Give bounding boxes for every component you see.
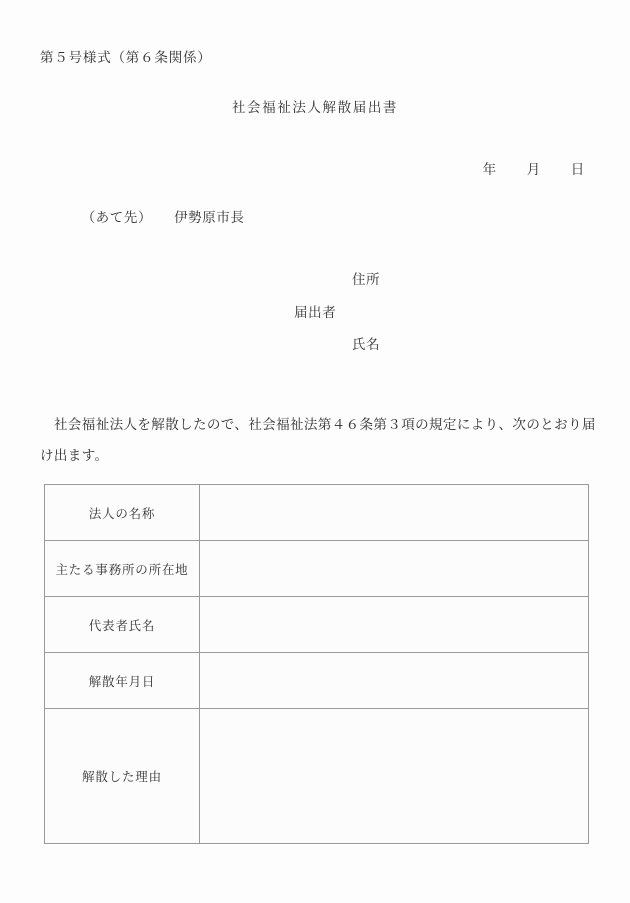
row-value-representative-name[interactable]: [200, 597, 589, 653]
date-year-label: 年: [482, 161, 497, 178]
row-label-main-office-location: 主たる事務所の所在地: [45, 541, 200, 597]
row-value-main-office-location[interactable]: [200, 541, 589, 597]
submitter-address-label: 住所: [352, 272, 381, 288]
page-title: 社会福祉法人解散届出書: [231, 100, 399, 116]
body-paragraph: [40, 410, 594, 472]
row-value-dissolution-date[interactable]: [200, 653, 589, 709]
addressee-prefix: （あて先）: [81, 209, 153, 226]
row-label-representative-name: 代表者氏名: [45, 597, 200, 653]
table-row: [45, 709, 589, 844]
date-day-label: 日: [570, 161, 585, 178]
row-value-corporation-name[interactable]: [200, 485, 589, 541]
row-value-dissolution-reason[interactable]: [200, 709, 589, 844]
body-line-1: 社会福祉法人を解散したので、社会福祉法第４６条第３項の規定により、次のとおり届: [54, 417, 596, 433]
form-table: [44, 484, 589, 844]
row-label-corporation-name: 法人の名称: [45, 485, 200, 541]
body-line-2: け出ます。: [40, 448, 109, 464]
table-row: [45, 653, 589, 709]
date-month-label: 月: [526, 161, 541, 178]
row-label-dissolution-reason: 解散した理由: [45, 709, 200, 844]
submitter-name-label: 氏名: [352, 337, 381, 353]
addressee: [62, 198, 245, 239]
submitter-party-label: 届出者: [294, 305, 337, 321]
form-number: 第５号様式（第６条関係）: [40, 50, 212, 66]
table-row: [45, 485, 589, 541]
table-row: [45, 541, 589, 597]
row-label-dissolution-date: 解散年月日: [45, 653, 200, 709]
date-line: [463, 150, 585, 191]
addressee-recipient: 伊勢原市長: [174, 209, 245, 226]
table-row: [45, 597, 589, 653]
